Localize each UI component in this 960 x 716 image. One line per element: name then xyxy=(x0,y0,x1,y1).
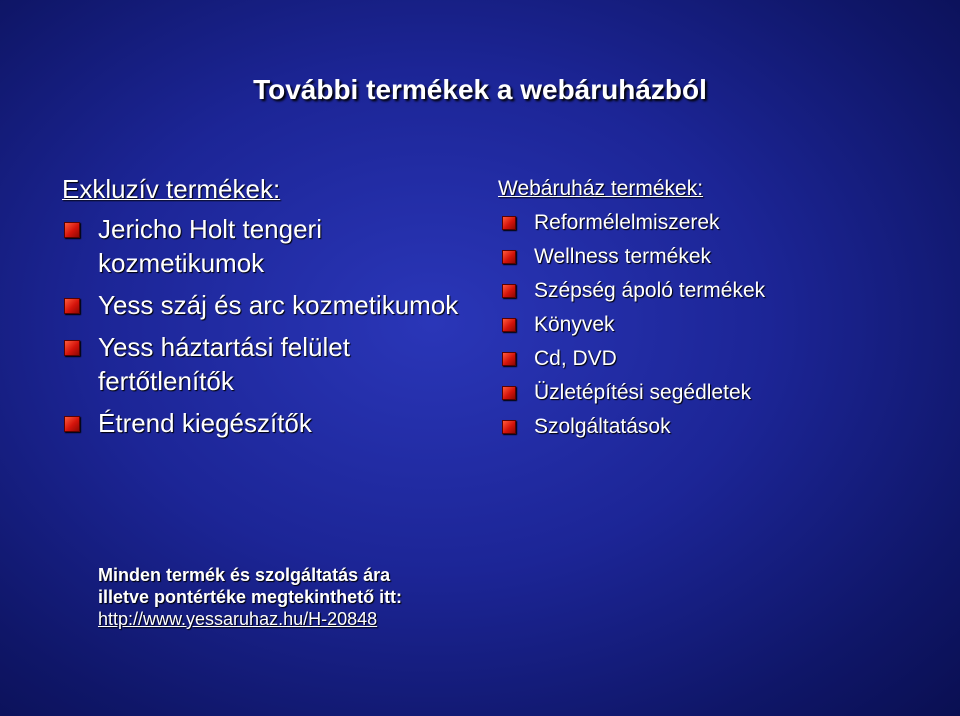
square-bullet-icon xyxy=(502,420,516,434)
square-bullet-icon xyxy=(64,416,80,432)
square-bullet-icon xyxy=(502,386,516,400)
square-bullet-icon xyxy=(64,222,80,238)
square-bullet-icon xyxy=(64,298,80,314)
list-item-label: Reformélelmiszerek xyxy=(534,211,720,234)
list-item-label: Jericho Holt tengeri kozmetikumok xyxy=(98,214,322,278)
list-item xyxy=(62,212,462,280)
list-item-label: Étrend kiegészítők xyxy=(98,408,312,438)
list-item xyxy=(498,278,938,304)
square-bullet-icon xyxy=(502,352,516,366)
exclusive-products-heading: Exkluzív termékek: xyxy=(62,174,281,204)
exclusive-products-list xyxy=(62,212,462,440)
webshop-products-heading: Webáruház termékek: xyxy=(498,177,704,200)
list-item xyxy=(62,330,462,398)
list-item-label: Könyvek xyxy=(534,313,615,336)
list-item-label: Szépség ápoló termékek xyxy=(534,279,766,302)
webshop-products-list xyxy=(498,210,938,440)
footer-line-1: Minden termék és szolgáltatás ára xyxy=(98,565,391,585)
square-bullet-icon xyxy=(502,318,516,332)
list-item-label: Yess száj és arc kozmetikumok xyxy=(98,290,459,320)
list-item xyxy=(498,210,938,236)
square-bullet-icon xyxy=(502,250,516,264)
list-item-label: Szolgáltatások xyxy=(534,415,671,438)
exclusive-products-section xyxy=(62,172,462,448)
list-item xyxy=(498,244,938,270)
list-item-label: Wellness termékek xyxy=(534,245,712,268)
square-bullet-icon xyxy=(502,284,516,298)
list-item-label: Üzletépítési segédletek xyxy=(534,381,752,404)
list-item xyxy=(498,312,938,338)
list-item xyxy=(62,406,462,440)
list-item xyxy=(498,346,938,372)
square-bullet-icon xyxy=(64,340,80,356)
list-item xyxy=(498,380,938,406)
slide-title: További termékek a webáruházból xyxy=(253,74,707,105)
footer-line-2: illetve pontértéke megtekinthető itt: xyxy=(98,587,403,607)
footer-note xyxy=(98,564,698,630)
list-item-label: Yess háztartási felület fertőtlenítők xyxy=(98,332,350,396)
list-item xyxy=(62,288,462,322)
list-item-label: Cd, DVD xyxy=(534,347,617,370)
list-item xyxy=(498,414,938,440)
webshop-link[interactable]: http://www.yessaruhaz.hu/H-20848 xyxy=(98,609,378,629)
square-bullet-icon xyxy=(502,216,516,230)
webshop-products-section xyxy=(498,176,938,448)
